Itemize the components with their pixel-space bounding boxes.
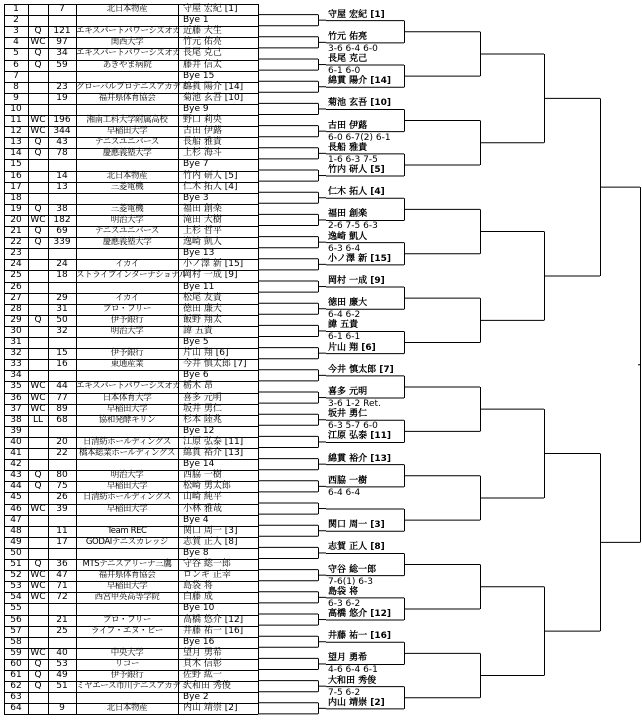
draw-rank-cell: 50 — [56, 314, 68, 325]
draw-num-cell: 9 — [13, 92, 19, 103]
draw-num-cell: 59 — [10, 647, 22, 658]
draw-club-cell: ライフ・エヌ・ビー — [90, 625, 164, 636]
draw-club-cell: テニスユニバース — [94, 226, 160, 236]
draw-club-cell: 慶應義塾大学 — [102, 237, 152, 248]
r2-winner-name: 福田 創楽 — [328, 209, 368, 220]
draw-club-cell: 北日本物産 — [106, 4, 148, 14]
r2-winner-name: 綿貫 陽介 [14] — [328, 76, 392, 87]
draw-club-cell: テニスユニバース — [94, 137, 160, 148]
draw-club-cell: 北日本物産 — [106, 703, 148, 714]
draw-rank-cell: 89 — [56, 403, 68, 414]
draw-name-cell: 山崎 純平 — [183, 492, 222, 503]
draw-rank-cell: 26 — [56, 492, 68, 503]
draw-name-cell: Bye 5 — [183, 337, 209, 347]
draw-name-cell: Bye 6 — [183, 370, 209, 381]
r2-winner-name: 諱 五貴 — [328, 320, 359, 331]
draw-seed-cell: Q — [34, 670, 42, 680]
draw-num-cell: 20 — [10, 214, 22, 225]
r2-winner-name: 徳田 廉大 — [328, 298, 368, 309]
draw-rank-cell: 39 — [56, 503, 68, 514]
draw-num-cell: 44 — [10, 481, 22, 492]
draw-name-cell: 志賀 正人 [8] — [183, 536, 238, 547]
draw-club-cell: ミヤエース市川テニスアカデミ — [76, 681, 189, 692]
draw-name-cell: 井藤 祐一 [16] — [183, 625, 244, 636]
draw-num-cell: 6 — [13, 59, 19, 70]
draw-club-cell: 日清紡ホールディングス — [83, 436, 171, 447]
draw-club-cell: イカイ — [115, 259, 139, 270]
draw-name-cell: 逸崎 凱人 — [183, 237, 222, 248]
draw-seed-cell: WC — [30, 126, 46, 137]
draw-name-cell: 坂井 勇仁 — [183, 403, 222, 414]
draw-num-cell: 3 — [13, 26, 19, 37]
draw-rank-cell: 36 — [56, 559, 68, 569]
draw-rank-cell: 32 — [56, 325, 68, 336]
draw-seed-cell: WC — [30, 647, 46, 658]
draw-name-cell: Bye 2 — [183, 692, 209, 703]
draw-rank-cell: 7 — [59, 4, 65, 14]
draw-club-cell: あきやま病院 — [102, 59, 152, 70]
r2-winner-name: 竹内 研人 [5] — [328, 165, 385, 176]
draw-num-cell: 33 — [10, 359, 22, 370]
draw-name-cell: 綿貫 陽介 [14] — [183, 81, 244, 92]
draw-rank-cell: 9 — [59, 703, 65, 714]
draw-name-cell: 関口 周一 [3] — [183, 525, 238, 536]
draw-num-cell: 35 — [10, 381, 22, 392]
draw-name-cell: 徳田 廉大 — [183, 303, 222, 314]
draw-rank-cell: 182 — [53, 214, 71, 225]
draw-rank-cell: 80 — [56, 470, 68, 481]
draw-name-cell: 杉本 陸兆 — [183, 414, 222, 425]
draw-rank-cell: 34 — [56, 48, 68, 59]
draw-name-cell: 西脇 一樹 — [183, 470, 222, 481]
draw-name-cell: 長尾 克己 — [183, 48, 222, 59]
draw-num-cell: 29 — [10, 314, 22, 325]
draw-rank-cell: 49 — [56, 670, 68, 680]
r2-winner-name: 今井 慎太郎 [7] — [328, 364, 394, 375]
draw-name-cell: 近藤 大生 — [183, 26, 222, 37]
draw-name-cell: 喜多 元明 — [183, 392, 222, 403]
draw-club-cell: エキスパートパワーシズオカ — [76, 26, 181, 37]
draw-club-cell: グローバルプロテニスアカデミー — [76, 81, 197, 92]
draw-num-cell: 1 — [13, 4, 19, 14]
draw-name-cell: Bye 8 — [183, 547, 209, 558]
r2-winner-name: 仁木 拓人 [4] — [328, 187, 385, 198]
draw-rank-cell: 29 — [56, 292, 68, 303]
draw-num-cell: 38 — [10, 414, 22, 425]
draw-club-cell: 橋本総業ホールディングス — [78, 448, 176, 458]
r2-winner-name: 井藤 祐一 [16] — [328, 631, 392, 642]
r2-score: 6-3 6-2 — [328, 598, 361, 609]
draw-name-cell: Bye 7 — [183, 159, 209, 170]
draw-num-cell: 30 — [10, 325, 22, 336]
draw-seed-cell: WC — [30, 581, 46, 592]
r2-winner-name: 喜多 元明 — [328, 387, 368, 398]
draw-rank-cell: 13 — [56, 181, 68, 192]
draw-club-cell: 明治大学 — [110, 325, 144, 336]
draw-num-cell: 47 — [10, 514, 22, 525]
r2-winner-name: 江原 弘泰 [11] — [328, 431, 392, 442]
draw-name-cell: Bye 13 — [183, 248, 215, 259]
draw-num-cell: 52 — [10, 570, 22, 581]
r2-winner-name: 菊池 玄吾 [10] — [328, 98, 392, 109]
draw-rank-cell: 23 — [56, 81, 68, 92]
draw-seed-cell: Q — [34, 48, 42, 59]
draw-club-cell: エキスパートパワーシズオカ — [76, 48, 181, 59]
draw-club-cell: イカイ — [115, 292, 139, 303]
draw-num-cell: 41 — [10, 448, 22, 458]
r2-score: 6-1 6-0 — [328, 66, 361, 77]
draw-seed-cell: WC — [30, 115, 46, 125]
draw-num-cell: 39 — [10, 425, 22, 436]
draw-num-cell: 49 — [10, 536, 22, 547]
draw-rank-cell: 43 — [56, 137, 68, 148]
r2-winner-name: 長船 雅貴 — [328, 142, 368, 153]
draw-rank-cell: 18 — [56, 270, 68, 281]
draw-seed-cell: Q — [34, 237, 42, 248]
r2-winner-name: 逸崎 凱人 — [328, 231, 368, 242]
r2-score: 6-3 6-4 — [328, 243, 361, 254]
draw-club-cell: プロ・フリー — [102, 303, 152, 314]
draw-club-cell: 福井県体育協会 — [98, 570, 156, 581]
r2-winner-name: 岡村 一成 [9] — [328, 276, 385, 287]
draw-rank-cell: 77 — [56, 392, 68, 403]
draw-name-cell: Bye 4 — [183, 514, 209, 525]
draw-num-cell: 5 — [13, 48, 19, 59]
draw-club-cell: 早稲田大学 — [106, 581, 148, 592]
draw-club-cell: 日本体育大学 — [102, 392, 152, 403]
draw-club-cell: 湘南工科大学附属高校 — [86, 115, 168, 125]
draw-num-cell: 57 — [10, 625, 22, 636]
draw-seed-cell: LL — [32, 414, 44, 425]
draw-rank-cell: 53 — [56, 658, 68, 669]
draw-num-cell: 19 — [10, 203, 22, 214]
r2-score: 7-5 6-2 — [328, 687, 361, 698]
draw-name-cell: 上杉 海斗 — [183, 148, 222, 159]
r2-winner-name: 関口 周一 [3] — [328, 520, 385, 531]
draw-num-cell: 64 — [10, 703, 22, 714]
draw-club-cell: 早稲田大学 — [106, 126, 148, 137]
draw-num-cell: 48 — [10, 525, 22, 536]
draw-num-cell: 28 — [10, 303, 22, 314]
draw-club-cell: GODAIテニスカレッジ — [85, 536, 169, 547]
draw-name-cell: Bye 12 — [183, 425, 215, 436]
draw-name-cell: 諱 五貴 — [183, 325, 213, 336]
r2-score: 6-3 5-7 6-0 — [328, 421, 378, 432]
draw-seed-cell: Q — [34, 148, 42, 159]
draw-num-cell: 16 — [10, 170, 22, 181]
draw-rank-cell: 22 — [56, 448, 68, 458]
draw-num-cell: 18 — [10, 192, 22, 203]
draw-club-cell: 早稲田大学 — [106, 403, 148, 414]
draw-club-cell: 明治大学 — [110, 214, 144, 225]
draw-name-cell: 綿貫 裕介 [13] — [183, 448, 244, 458]
draw-club-cell: 日清紡ホールディングス — [83, 492, 171, 503]
r2-winner-name: 長尾 克己 — [328, 54, 368, 65]
draw-num-cell: 56 — [10, 614, 22, 625]
draw-num-cell: 58 — [10, 636, 22, 647]
draw-rank-cell: 21 — [56, 614, 68, 625]
draw-seed-cell: WC — [30, 503, 46, 514]
draw-num-cell: 32 — [10, 348, 22, 359]
draw-rank-cell: 78 — [56, 148, 68, 159]
draw-name-cell: 大和田 秀俊 — [183, 681, 231, 692]
draw-name-cell: Bye 3 — [183, 192, 209, 203]
draw-rank-cell: 72 — [56, 592, 68, 603]
draw-num-cell: 46 — [10, 503, 22, 514]
draw-name-cell: 高橋 悠介 [12] — [183, 614, 244, 625]
draw-name-cell: 小ノ澤 新 [15] — [183, 259, 244, 270]
draw-club-cell: ストライプインターナショナル — [76, 270, 188, 281]
draw-name-cell: 守屋 宏紀 [1] — [183, 4, 238, 14]
r2-score: 3-6 6-4 6-0 — [328, 43, 378, 54]
draw-num-cell: 61 — [10, 670, 22, 680]
draw-num-cell: 43 — [10, 470, 22, 481]
draw-num-cell: 10 — [10, 103, 22, 114]
draw-club-cell: 西宮甲英高等学院 — [94, 592, 160, 603]
draw-rank-cell: 40 — [56, 647, 68, 658]
draw-num-cell: 63 — [10, 692, 22, 703]
draw-rank-cell: 16 — [56, 359, 68, 370]
r2-score: 1-6 6-3 7-5 — [328, 154, 378, 165]
draw-rank-cell: 31 — [56, 303, 68, 314]
draw-seed-cell: Q — [34, 137, 42, 148]
draw-rank-cell: 47 — [56, 570, 68, 581]
draw-rank-cell: 68 — [56, 414, 68, 425]
draw-rank-cell: 69 — [56, 226, 68, 236]
draw-name-cell: 白藤 成 — [183, 592, 213, 603]
draw-num-cell: 54 — [10, 592, 22, 603]
draw-club-cell: 東通産業 — [110, 359, 144, 370]
r2-winner-name: 守谷 総一郎 — [328, 564, 377, 575]
draw-rank-cell: 196 — [53, 115, 71, 125]
draw-rank-cell: 59 — [56, 59, 68, 70]
draw-num-cell: 45 — [10, 492, 22, 503]
r2-winner-name: 西脇 一樹 — [328, 475, 368, 486]
draw-club-cell: 中央大学 — [110, 647, 144, 658]
draw-num-cell: 21 — [10, 226, 22, 236]
draw-num-cell: 51 — [10, 559, 22, 569]
draw-num-cell: 23 — [10, 248, 22, 259]
draw-num-cell: 37 — [10, 403, 22, 414]
draw-num-cell: 2 — [13, 15, 19, 26]
draw-name-cell: 飯野 翔太 — [183, 314, 222, 325]
draw-rank-cell: 344 — [53, 126, 71, 137]
draw-name-cell: 片山 翔 [6] — [183, 348, 229, 359]
draw-name-cell: 望月 勇希 — [183, 647, 222, 658]
draw-num-cell: 36 — [10, 392, 22, 403]
r2-winner-name: 小ノ澤 新 [15] — [328, 253, 392, 264]
draw-name-cell: Bye 9 — [183, 103, 209, 114]
draw-rank-cell: 25 — [56, 625, 68, 636]
r2-winner-name: 望月 勇希 — [328, 653, 368, 664]
draw-name-cell: Bye 16 — [183, 636, 215, 647]
draw-club-cell: 伊予銀行 — [110, 314, 144, 325]
draw-name-cell: 内山 靖崇 [2] — [183, 703, 238, 714]
draw-name-cell: 上杉 哲平 — [183, 226, 222, 236]
draw-seed-cell: WC — [30, 37, 46, 48]
r2-score: 6-0 6-7(2) 6-1 — [328, 132, 391, 143]
draw-name-cell: 長船 雅貴 — [183, 137, 222, 148]
r2-score: 3-6 1-2 Ret. — [328, 399, 381, 410]
draw-name-cell: ロンギ 正幸 — [183, 570, 231, 581]
r2-winner-name: 坂井 勇仁 — [328, 409, 368, 420]
draw-num-cell: 17 — [10, 181, 22, 192]
draw-name-cell: 島袋 将 — [183, 581, 213, 592]
draw-seed-cell: Q — [34, 226, 42, 236]
draw-seed-cell: Q — [34, 470, 42, 481]
draw-num-cell: 60 — [10, 658, 22, 669]
draw-seed-cell: Q — [34, 59, 42, 70]
draw-name-cell: 江原 弘泰 [11] — [183, 436, 244, 447]
draw-club-cell: 伊予銀行 — [110, 670, 144, 680]
draw-name-cell: Bye 14 — [183, 459, 215, 470]
draw-rank-cell: 51 — [56, 681, 68, 692]
r2-score: 7-6(1) 6-3 — [328, 576, 374, 587]
draw-seed-cell: Q — [34, 203, 42, 214]
draw-seed-cell: WC — [30, 592, 46, 603]
draw-num-cell: 8 — [13, 81, 19, 92]
r2-winner-name: 大和田 秀俊 — [328, 675, 377, 686]
draw-rank-cell: 71 — [56, 581, 68, 592]
draw-num-cell: 34 — [10, 370, 22, 381]
draw-num-cell: 7 — [13, 70, 19, 81]
draw-seed-cell: WC — [30, 392, 46, 403]
draw-num-cell: 62 — [10, 681, 22, 692]
draw-rank-cell: 19 — [56, 92, 68, 103]
draw-name-cell: 松尾 友貴 — [183, 292, 222, 303]
draw-name-cell: 小林 雅哉 — [183, 503, 222, 514]
draw-club-cell: 関西大学 — [110, 37, 144, 48]
r2-score: 4-6 6-4 6-1 — [328, 665, 378, 676]
draw-rank-cell: 75 — [56, 481, 68, 492]
r2-winner-name: 竹元 佑亮 — [328, 31, 368, 42]
draw-seed-cell: WC — [30, 403, 46, 414]
r2-winner-name: 高橋 悠介 [12] — [328, 609, 392, 620]
draw-club-cell: 伊予銀行 — [110, 348, 144, 359]
draw-club-cell: 早稲田大学 — [106, 503, 148, 514]
draw-seed-cell: Q — [34, 559, 42, 569]
draw-name-cell: Bye 15 — [183, 70, 215, 81]
r2-winner-name: 片山 翔 [6] — [328, 342, 376, 353]
draw-num-cell: 40 — [10, 436, 22, 447]
draw-name-cell: 竹元 佑亮 — [183, 37, 222, 48]
draw-name-cell: 佐野 紘一 — [183, 670, 222, 680]
draw-club-cell: 早稲田大学 — [106, 481, 148, 492]
draw-name-cell: 松崎 勇太郎 — [183, 481, 231, 492]
draw-num-cell: 31 — [10, 337, 22, 347]
r2-winner-name: 島袋 将 — [328, 586, 359, 597]
draw-rank-cell: 339 — [53, 237, 71, 248]
draw-club-cell: 北日本物産 — [106, 170, 148, 181]
r2-score: 2-6 7-5 6-3 — [328, 221, 378, 232]
r2-score: 6-4 6-4 — [328, 487, 361, 498]
draw-club-cell: MTSテニスアリーナ三鷹 — [82, 559, 172, 569]
draw-num-cell: 53 — [10, 581, 22, 592]
draw-name-cell: 菊池 玄吾 [10] — [183, 92, 244, 103]
r2-winner-name: 志賀 正人 [8] — [328, 542, 385, 553]
draw-rank-cell: 44 — [56, 381, 68, 392]
draw-name-cell: 竹内 研人 [5] — [183, 170, 238, 181]
draw-rank-cell: 38 — [56, 203, 68, 214]
r2-winner-name: 古田 伊蕗 — [328, 120, 368, 131]
draw-club-cell: プロ・フリー — [102, 614, 152, 625]
draw-name-cell: Bye 11 — [183, 281, 215, 292]
draw-rank-cell: 17 — [56, 536, 68, 547]
draw-name-cell: Bye 10 — [183, 603, 215, 614]
draw-rank-cell: 15 — [56, 348, 68, 359]
draw-num-cell: 14 — [10, 148, 22, 159]
draw-club-cell: エキスパートパワーシズオカ — [76, 381, 181, 392]
draw-name-cell: 守谷 総一郎 — [183, 559, 231, 569]
draw-num-cell: 55 — [10, 603, 22, 614]
draw-seed-cell: Q — [34, 481, 42, 492]
draw-num-cell: 25 — [10, 270, 22, 281]
draw-club-cell: 三菱電機 — [110, 181, 144, 192]
draw-name-cell: 栃木 昂 — [183, 381, 213, 392]
draw-num-cell: 15 — [10, 159, 22, 170]
draw-num-cell: 22 — [10, 237, 22, 248]
draw-seed-cell: WC — [30, 214, 46, 225]
draw-club-cell: Team REC — [107, 525, 147, 536]
draw-club-cell: 慶應義塾大学 — [102, 148, 152, 159]
r2-winner-name: 綿貫 裕介 [13] — [328, 453, 392, 464]
draw-seed-cell: Q — [34, 658, 42, 669]
r2-winner-name: 内山 靖崇 [2] — [328, 697, 385, 708]
draw-rank-cell: 97 — [56, 37, 68, 48]
draw-name-cell: 今井 慎太郎 [7] — [183, 359, 247, 370]
draw-seed-cell: Q — [34, 314, 42, 325]
draw-seed-cell: Q — [34, 26, 42, 37]
draw-name-cell: 古田 伊蕗 — [183, 126, 222, 137]
draw-club-cell: 三菱電機 — [110, 203, 144, 214]
draw-name-cell: 貝木 信彰 — [183, 658, 222, 669]
draw-rank-cell: 24 — [56, 259, 68, 270]
draw-num-cell: 4 — [13, 37, 19, 48]
draw-name-cell: Bye 1 — [183, 15, 209, 26]
draw-rank-cell: 121 — [53, 26, 71, 37]
draw-name-cell: 福田 創楽 — [183, 203, 222, 214]
draw-num-cell: 50 — [10, 547, 22, 558]
draw-club-cell: 明治大学 — [110, 470, 144, 481]
r2-score: 6-1 6-1 — [328, 332, 361, 343]
draw-num-cell: 26 — [10, 281, 22, 292]
draw-seed-cell: Q — [34, 681, 42, 692]
draw-num-cell: 13 — [10, 137, 22, 148]
draw-club-cell: リコー — [114, 658, 140, 669]
draw-num-cell: 11 — [10, 115, 22, 125]
draw-name-cell: 岡村 一成 [9] — [183, 270, 238, 281]
draw-rank-cell: 14 — [56, 170, 68, 181]
draw-club-cell: 協和発酵キリン — [98, 414, 156, 425]
draw-seed-cell: WC — [30, 381, 46, 392]
draw-num-cell: 27 — [10, 292, 22, 303]
draw-num-cell: 12 — [10, 126, 22, 137]
draw-seed-cell: WC — [30, 570, 46, 581]
r2-winner-name: 守屋 宏紀 [1] — [328, 9, 385, 20]
r2-score: 6-4 6-2 — [328, 310, 361, 321]
draw-rank-cell: 20 — [56, 436, 68, 447]
draw-name-cell: 仁木 拓人 [4] — [183, 181, 238, 192]
draw-num-cell: 42 — [10, 459, 22, 470]
draw-name-cell: 滝田 大樹 — [183, 214, 222, 225]
draw-rank-cell: 11 — [56, 525, 68, 536]
draw-name-cell: 藤井 信太 — [183, 59, 222, 70]
draw-club-cell: 福井県体育協会 — [98, 92, 156, 103]
draw-num-cell: 24 — [10, 259, 22, 270]
draw-name-cell: 野口 莉央 — [183, 115, 222, 125]
